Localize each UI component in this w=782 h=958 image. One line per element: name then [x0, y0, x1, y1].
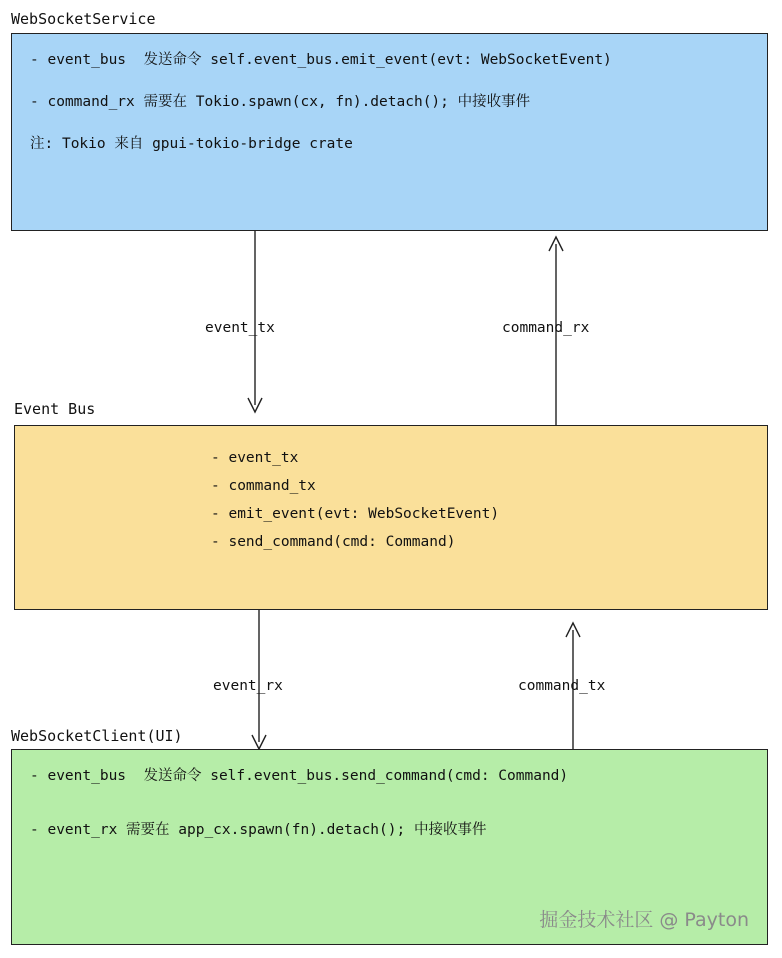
node-event-bus-body: [211, 448, 499, 560]
client-line-2: - event_rx 需要在 app_cx.spawn(fn).detach(); 中接收事件: [30, 822, 487, 838]
client-line-1: - event_bus 发送命令 self.event_bus.send_command(cmd: Command): [30, 768, 569, 784]
node-websocket-service-body: [12, 34, 767, 230]
node-label-websocket-client: WebSocketClient(UI): [11, 727, 183, 745]
service-line-1: - event_bus 发送命令 self.event_bus.emit_event(evt: WebSocketEvent): [30, 52, 612, 68]
watermark: 掘金技术社区 @ Payton: [539, 909, 749, 931]
edge-label-event-tx: event_tx: [205, 320, 275, 336]
bus-line-4: - send_command(cmd: Command): [211, 534, 456, 550]
service-line-2: - command_rx 需要在 Tokio.spawn(cx, fn).detach(); 中接收事件: [30, 94, 531, 110]
bus-line-3: - emit_event(evt: WebSocketEvent): [211, 506, 500, 522]
node-websocket-service[interactable]: [11, 33, 768, 231]
edge-label-command-tx: command_tx: [518, 678, 606, 694]
edge-label-command-rx: command_rx: [502, 320, 590, 336]
node-label-websocket-service: WebSocketService: [11, 10, 156, 28]
bus-line-1: - event_tx: [211, 450, 299, 466]
service-line-3: 注: Tokio 来自 gpui-tokio-bridge crate: [30, 136, 353, 152]
node-label-event-bus: Event Bus: [14, 400, 96, 418]
node-websocket-client[interactable]: [11, 749, 768, 945]
node-event-bus[interactable]: [14, 425, 768, 610]
bus-line-2: - command_tx: [211, 478, 316, 494]
edge-label-event-rx: event_rx: [213, 678, 283, 694]
